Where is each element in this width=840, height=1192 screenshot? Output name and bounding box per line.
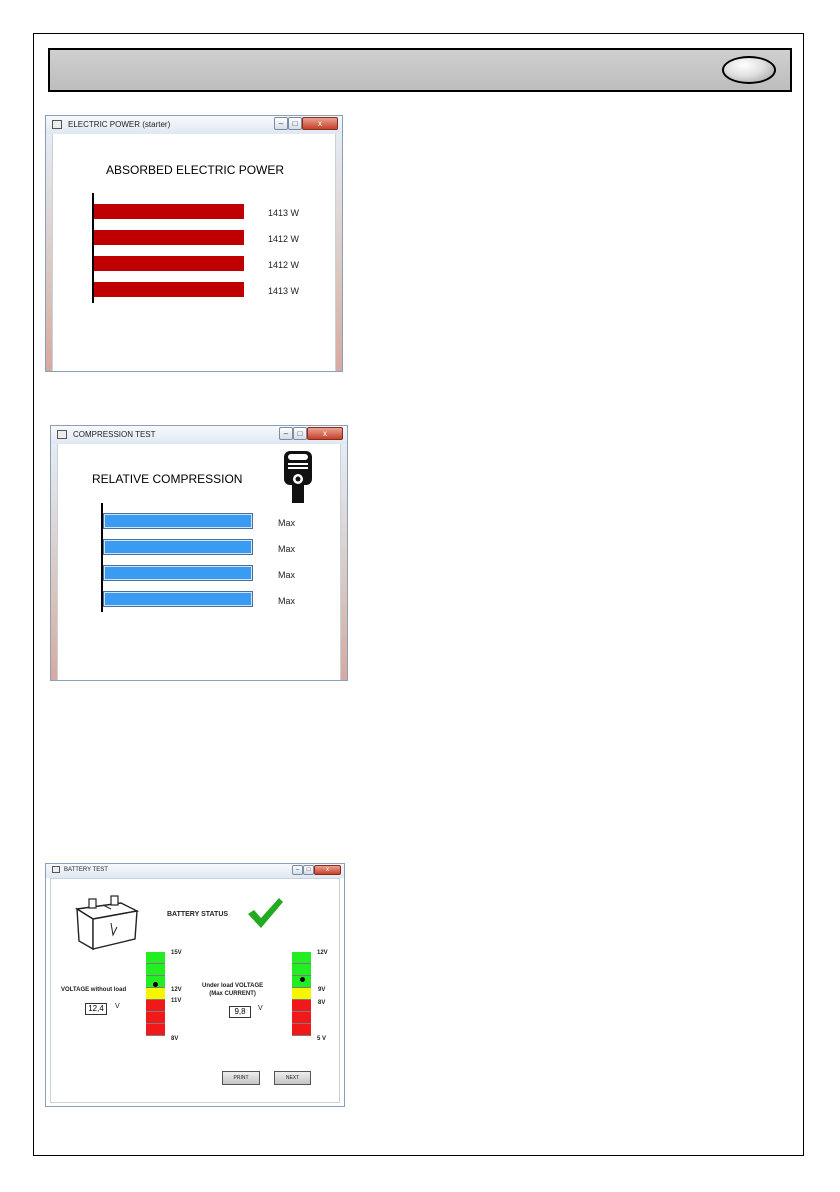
scale-left-cell-4 — [146, 988, 165, 1000]
scale-left-cell-2 — [146, 964, 165, 976]
scale-left-label-1: 15V — [171, 950, 182, 956]
scale-right-label-1: 12V — [317, 950, 328, 956]
scale-right-cell-5 — [292, 1000, 311, 1012]
scale-left-cell-1 — [146, 952, 165, 964]
window-titlebar — [46, 864, 344, 878]
scale-right-label-3: 8V — [318, 1000, 326, 1006]
power-bar-2 — [94, 230, 244, 245]
scale-left-label-3: 11V — [171, 998, 182, 1004]
minimize-button[interactable]: – — [292, 865, 303, 875]
voltage-under-load-unit: V — [258, 1005, 263, 1012]
maximize-button[interactable]: □ — [293, 427, 307, 440]
compression-value-4: Max — [278, 596, 296, 606]
scale-right-label-4: 5 V — [317, 1036, 327, 1042]
power-value-3: 1412 W — [268, 260, 300, 270]
power-bar-4 — [94, 282, 244, 297]
section-header-bar — [48, 48, 792, 92]
voltage-under-load-value: 9,8 — [229, 1006, 251, 1018]
chart-heading: ABSORBED ELECTRIC POWER — [106, 163, 285, 177]
scale-left-label-2: 12V — [171, 987, 182, 993]
scale-right-cell-4 — [292, 988, 311, 1000]
power-value-4: 1413 W — [268, 286, 300, 296]
app-icon — [57, 430, 67, 439]
voltage-no-load-value: 12,4 — [85, 1003, 107, 1015]
scale-right-indicator — [300, 977, 305, 982]
window-title: ELECTRIC POWER (starter) — [68, 120, 171, 129]
scale-left-cell-5 — [146, 1000, 165, 1012]
power-bar-1 — [94, 204, 244, 219]
compression-bar-3 — [103, 565, 253, 581]
compression-value-2: Max — [278, 544, 296, 554]
window-title: BATTERY TEST — [64, 867, 108, 873]
next-button[interactable]: NEXT — [274, 1071, 311, 1085]
scale-right-cell-1 — [292, 952, 311, 964]
compression-bar-2 — [103, 539, 253, 555]
close-button[interactable]: x — [307, 427, 343, 440]
scale-left-cell-7 — [146, 1024, 165, 1036]
voltage-under-load-label-line2: (Max CURRENT) — [209, 991, 256, 997]
scale-right-label-2: 9V — [318, 987, 326, 993]
power-value-2: 1412 W — [268, 234, 300, 244]
voltage-no-load-label: VOLTAGE without load — [61, 987, 127, 993]
compression-test-window — [50, 425, 348, 681]
scale-right-cell-2 — [292, 964, 311, 976]
window-titlebar — [51, 426, 347, 444]
scale-left-indicator — [153, 982, 158, 987]
battery-test-window — [45, 863, 345, 1107]
power-bar-3 — [94, 256, 244, 271]
app-icon — [52, 120, 62, 129]
compression-value-3: Max — [278, 570, 296, 580]
power-value-1: 1413 W — [268, 208, 300, 218]
app-icon — [52, 866, 60, 873]
voltage-under-load-label — [202, 982, 263, 998]
compression-value-1: Max — [278, 518, 296, 528]
scale-left-label-4: 8V — [171, 1036, 179, 1042]
close-button[interactable]: x — [302, 117, 338, 130]
window-titlebar — [46, 116, 342, 134]
car-battery-icon — [71, 891, 143, 953]
minimize-button[interactable]: – — [274, 117, 288, 130]
chart-heading: RELATIVE COMPRESSION — [92, 472, 243, 486]
electric-power-window — [45, 115, 343, 372]
voltage-no-load-unit: V — [115, 1003, 120, 1010]
scale-right-cell-7 — [292, 1024, 311, 1036]
compression-bar-4 — [103, 591, 253, 607]
compression-bar-1 — [103, 513, 253, 529]
window-title: COMPRESSION TEST — [73, 430, 156, 439]
voltage-under-load-label-line1: Under load VOLTAGE — [202, 983, 264, 989]
maximize-button[interactable]: □ — [288, 117, 302, 130]
minimize-button[interactable]: – — [279, 427, 293, 440]
checkmark-icon — [246, 896, 284, 930]
scale-left-cell-6 — [146, 1012, 165, 1024]
scale-right-cell-6 — [292, 1012, 311, 1024]
piston-icon — [280, 447, 316, 505]
page-tab-pill — [722, 56, 776, 84]
battery-status-label: BATTERY STATUS — [167, 911, 229, 918]
print-button[interactable]: PRINT — [222, 1071, 260, 1085]
maximize-button[interactable]: □ — [303, 865, 314, 875]
close-button[interactable]: x — [314, 865, 341, 875]
